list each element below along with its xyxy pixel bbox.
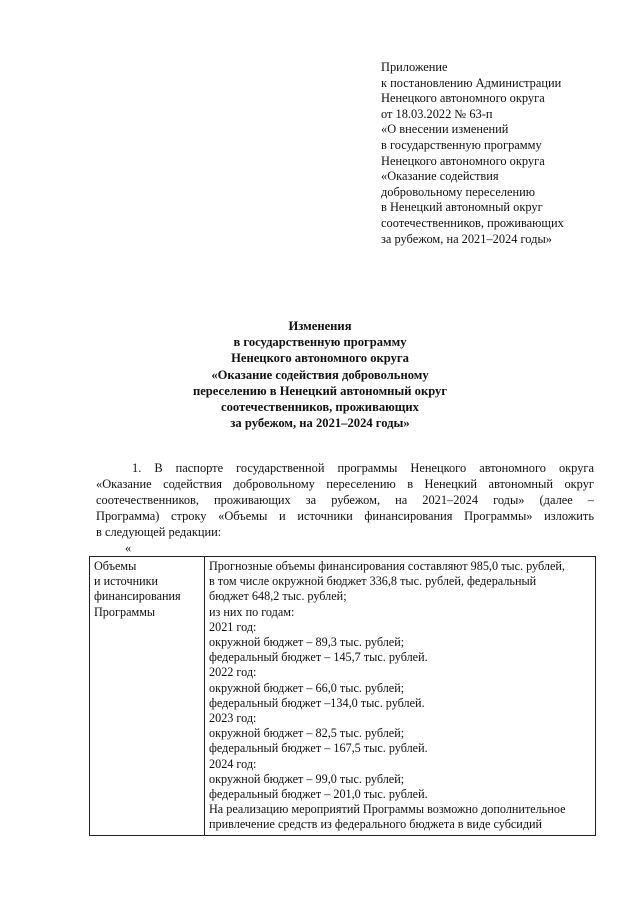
row-label-line: Объемы	[94, 559, 137, 573]
value-line: федеральный бюджет – 201,0 тыс. рублей.	[209, 787, 428, 802]
title-line: за рубежом, на 2021–2024 годы»	[230, 416, 410, 431]
value-line: из них по годам:	[209, 604, 295, 619]
value-line: 2022 год:	[209, 665, 257, 680]
appendix-line: «О внесении изменений	[381, 122, 509, 137]
value-line: бюджет 648,2 тыс. рублей;	[209, 589, 347, 604]
appendix-line: «Оказание содействия	[381, 169, 499, 184]
paragraph-line: Программа) строку «Объемы и источники финансирования Программы» изложить	[96, 509, 594, 523]
title-line: соотечественников, проживающих	[221, 400, 419, 415]
row-label-cell	[90, 557, 205, 836]
value-line: 2024 год:	[209, 756, 257, 771]
appendix-line: Ненецкого автономного округа	[381, 153, 545, 168]
value-line: окружной бюджет – 82,5 тыс. рублей;	[209, 726, 405, 741]
value-line: в том числе окружной бюджет 336,8 тыс. рублей, федеральный	[209, 574, 537, 589]
title-line: переселению в Ненецкий автономный округ	[192, 383, 448, 398]
paragraph-line: соотечественников, проживающих за рубежом, на 2021–2024 годы» (далее –	[96, 493, 594, 507]
value-line: окружной бюджет – 89,3 тыс. рублей;	[209, 635, 405, 650]
appendix-line: от 18.03.2022 № 63-п	[381, 106, 493, 121]
appendix-line: в Ненецкий автономный округ	[381, 200, 543, 215]
value-line: Прогнозные объемы финансирования составляют 985,0 тыс. рублей,	[209, 559, 565, 573]
row-value-cell	[205, 557, 596, 836]
row-label-line: финансирования	[94, 589, 181, 604]
title-line: Изменения	[288, 319, 352, 333]
appendix-line: соотечественников, проживающих	[381, 215, 564, 230]
row-label-line: Программы	[94, 604, 156, 619]
value-line: 2021 год:	[209, 619, 257, 634]
appendix-line: за рубежом, на 2021–2024 годы»	[381, 231, 552, 246]
appendix-line: Ненецкого автономного округа	[381, 91, 545, 106]
value-line: федеральный бюджет –134,0 тыс. рублей.	[209, 695, 425, 710]
appendix-line: добровольному переселению	[381, 184, 536, 199]
value-line: окружной бюджет – 66,0 тыс. рублей;	[209, 680, 405, 695]
appendix-line: к постановлению Администрации	[381, 75, 562, 90]
financing-table	[89, 556, 596, 836]
appendix-line: в государственную программу	[381, 137, 542, 152]
document-title	[150, 318, 490, 431]
paragraph-line: 1. В паспорте государственной программы Ненецкого автономного округа	[132, 461, 594, 475]
title-line: в государственную программу	[233, 335, 407, 350]
value-line: 2023 год:	[209, 711, 257, 726]
row-label-line: и источники	[94, 574, 159, 589]
title-line: Ненецкого автономного округа	[231, 351, 409, 366]
appendix-line: Приложение	[381, 60, 448, 74]
title-line: «Оказание содействия добровольному	[211, 367, 429, 382]
appendix-header	[381, 60, 621, 247]
value-line: привлечение средств из федерального бюджета в виде субсидий	[209, 817, 543, 832]
paragraph-line: в следующей редакции:	[96, 525, 222, 539]
value-line: окружной бюджет – 99,0 тыс. рублей;	[209, 771, 405, 786]
value-line: федеральный бюджет – 167,5 тыс. рублей.	[209, 741, 428, 756]
opening-quote: «	[125, 541, 132, 555]
paragraph-line: «Оказание содействия добровольному переселению в Ненецкий автономный округ	[96, 477, 594, 491]
table-row	[90, 557, 596, 836]
value-line: федеральный бюджет – 145,7 тыс. рублей.	[209, 650, 428, 665]
body-paragraph	[96, 460, 594, 540]
value-line: На реализацию мероприятий Программы возможно дополнительное	[209, 802, 566, 817]
